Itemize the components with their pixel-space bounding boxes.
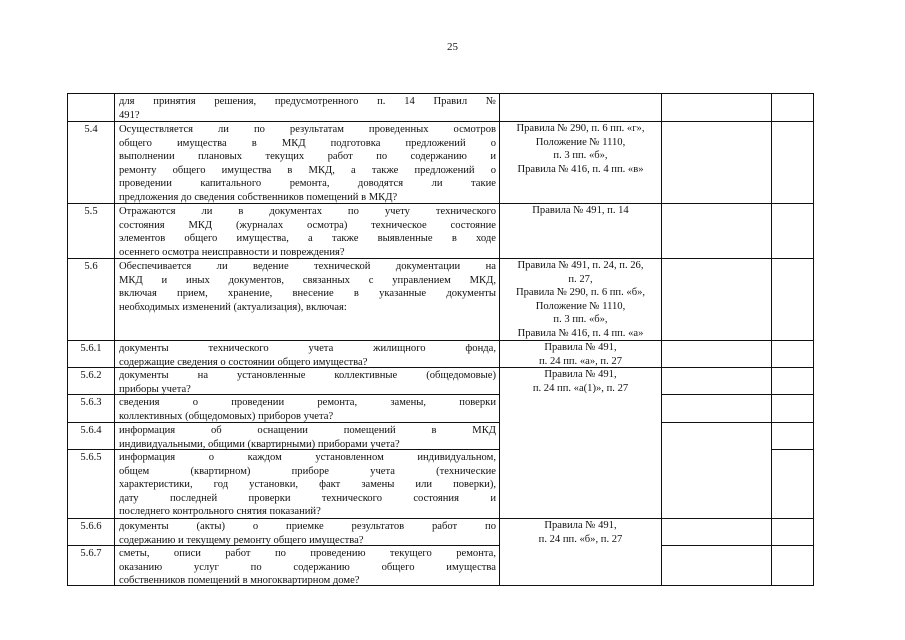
reference-line: Положение № 1110, bbox=[535, 300, 626, 312]
reference-line: п. 3 пп. «б», bbox=[553, 314, 608, 326]
table-row bbox=[67, 121, 814, 203]
answer-cell bbox=[661, 545, 771, 586]
note-cell bbox=[771, 93, 814, 121]
reference-line: Правила № 290, п. 6 пп. «б», bbox=[515, 287, 646, 299]
reference-line: Правила № 290, п. 6 пп. «г», bbox=[516, 123, 645, 134]
answer-cell bbox=[661, 203, 771, 258]
legal-reference bbox=[499, 367, 661, 394]
reference-line: п. 24 пп. «б», п. 27 bbox=[538, 533, 623, 545]
note-cell bbox=[771, 518, 814, 545]
legal-reference bbox=[499, 203, 661, 258]
question-line: документы технического учета жилищного фонда, bbox=[119, 343, 496, 354]
question-line: 491? bbox=[119, 109, 140, 121]
question-line: содержащие сведения о состоянии общего имущества? bbox=[119, 356, 368, 367]
note-cell bbox=[771, 367, 814, 394]
question-line: сведения о проведении ремонта, замены, поверки bbox=[119, 397, 496, 408]
reference-line: Положение № 1110, bbox=[535, 136, 626, 148]
question-line: собственников помещений в многоквартирном доме? bbox=[119, 575, 360, 586]
answer-cell bbox=[661, 93, 771, 121]
legal-reference bbox=[499, 258, 661, 340]
legal-reference bbox=[499, 518, 661, 545]
item-number: 5.6.2 bbox=[67, 367, 114, 394]
reference-line: п. 27, bbox=[568, 273, 593, 285]
question-line: МКД и иных документов, связанных с управлением МКД, bbox=[119, 274, 496, 286]
question-text bbox=[114, 394, 499, 422]
question-line: ремонту общего имущества в МКД, а также предложений о bbox=[119, 164, 496, 176]
reference-line: Правила № 491, bbox=[544, 369, 617, 380]
question-line: оказанию услуг по содержанию общего имущества bbox=[119, 561, 496, 573]
question-line: осеннего осмотра неисправности и повреждения? bbox=[119, 246, 345, 258]
legal-reference bbox=[499, 394, 661, 422]
note-cell bbox=[771, 422, 814, 449]
question-line: приборы учета? bbox=[119, 383, 191, 394]
answer-cell bbox=[661, 340, 771, 367]
question-line: проведении капитального ремонта, доводятся ли такие bbox=[119, 178, 496, 190]
table-row bbox=[67, 258, 814, 340]
legal-reference bbox=[499, 93, 661, 121]
question-line: последнего контрольного снятия показаний? bbox=[119, 506, 321, 518]
question-line: информация о каждом установленном индивидуальном, bbox=[119, 452, 496, 463]
note-cell bbox=[771, 394, 814, 422]
reference-line: Правила № 416, п. 4 пп. «в» bbox=[517, 163, 644, 175]
question-line: для принятия решения, предусмотренного п. 14 Правил № bbox=[119, 96, 496, 107]
question-line: состояния МКД (журналах осмотра) техническое состояние bbox=[119, 219, 496, 231]
legal-reference bbox=[499, 545, 661, 586]
question-line: элементов общего имущества, а также выявленные в ходе bbox=[119, 233, 496, 245]
table-row bbox=[67, 340, 814, 367]
reference-line: п. 24 пп. «а», п. 27 bbox=[539, 355, 622, 367]
reference-line: Правила № 416, п. 4 пп. «а» bbox=[517, 327, 644, 339]
reference-line: п. 24 пп. «а(1)», п. 27 bbox=[532, 382, 629, 394]
note-cell bbox=[771, 121, 814, 203]
item-number: 5.5 bbox=[67, 203, 114, 258]
question-line: выполнении плановых текущих работ по содержанию и bbox=[119, 151, 496, 163]
question-text bbox=[114, 121, 499, 203]
note-cell bbox=[771, 203, 814, 258]
table-row bbox=[67, 422, 814, 449]
question-line: общего имущества в МКД подготовка предложений о bbox=[119, 137, 496, 149]
table-row bbox=[67, 93, 814, 121]
reference-line: Правила № 491, п. 24, п. 26, bbox=[517, 260, 644, 271]
question-text bbox=[114, 422, 499, 449]
question-line: сметы, описи работ по проведению текущего ремонта, bbox=[119, 548, 496, 559]
question-text bbox=[114, 545, 499, 586]
answer-cell bbox=[661, 394, 771, 422]
reference-line: п. 3 пп. «б», bbox=[553, 150, 608, 162]
item-number: 5.6.6 bbox=[67, 518, 114, 545]
question-text bbox=[114, 367, 499, 394]
legal-reference bbox=[499, 121, 661, 203]
reference-line: Правила № 491, bbox=[544, 520, 617, 531]
table-row bbox=[67, 394, 814, 422]
question-line: документы на установленные коллективные (общедомовые) bbox=[119, 370, 496, 381]
question-line: Осуществляется ли по результатам проведенных осмотров bbox=[119, 124, 496, 135]
note-cell bbox=[771, 258, 814, 340]
table-row bbox=[67, 545, 814, 586]
legal-reference bbox=[499, 340, 661, 367]
answer-cell bbox=[661, 422, 771, 449]
item-number: 5.6.7 bbox=[67, 545, 114, 586]
table-row bbox=[67, 518, 814, 545]
item-number: 5.6.4 bbox=[67, 422, 114, 449]
question-line: документы (акты) о приемке результатов работ по bbox=[119, 521, 496, 532]
question-text bbox=[114, 258, 499, 340]
question-line: общем (квартирном) приборе учета (технические bbox=[119, 465, 496, 477]
legal-reference bbox=[499, 422, 661, 449]
question-line: дату последней проверки технического состояния и bbox=[119, 492, 496, 504]
checklist-table bbox=[67, 93, 814, 586]
table-row bbox=[67, 203, 814, 258]
item-number: 5.6.1 bbox=[67, 340, 114, 367]
question-line: информация об оснащении помещений в МКД bbox=[119, 425, 496, 436]
answer-cell bbox=[661, 258, 771, 340]
item-number: 5.6 bbox=[67, 258, 114, 340]
question-line: индивидуальными, общими (квартирными) приборами учета? bbox=[119, 438, 400, 449]
question-line: коллективных (общедомовых) приборов учета? bbox=[119, 410, 334, 422]
question-line: характеристики, год установки, факт замены или поверки), bbox=[119, 479, 496, 491]
answer-cell bbox=[661, 449, 771, 518]
question-line: содержанию и текущему ремонту общего имущества? bbox=[119, 534, 364, 545]
answer-cell bbox=[661, 367, 771, 394]
note-cell bbox=[771, 449, 814, 518]
question-line: Обеспечивается ли ведение технической документации на bbox=[119, 261, 496, 272]
reference-line: Правила № 491, п. 14 bbox=[532, 205, 629, 216]
page-number: 25 bbox=[447, 41, 458, 53]
question-line: включая прием, хранение, внесение в указанные документы bbox=[119, 288, 496, 300]
question-text bbox=[114, 93, 499, 121]
note-cell bbox=[771, 545, 814, 586]
question-text bbox=[114, 203, 499, 258]
question-text bbox=[114, 340, 499, 367]
item-number: 5.6.5 bbox=[67, 449, 114, 518]
question-line: предложения до сведения собственников помещений в МКД? bbox=[119, 191, 398, 203]
question-text bbox=[114, 449, 499, 518]
item-number: 5.6.3 bbox=[67, 394, 114, 422]
answer-cell bbox=[661, 121, 771, 203]
reference-line: Правила № 491, bbox=[544, 342, 617, 353]
item-number bbox=[67, 93, 114, 121]
table-row bbox=[67, 367, 814, 394]
question-line: Отражаются ли в документах по учету технического bbox=[119, 206, 496, 217]
table-row bbox=[67, 449, 814, 518]
question-text bbox=[114, 518, 499, 545]
item-number: 5.4 bbox=[67, 121, 114, 203]
answer-cell bbox=[661, 518, 771, 545]
legal-reference bbox=[499, 449, 661, 518]
question-line: необходимых изменений (актуализация), включая: bbox=[119, 301, 347, 313]
note-cell bbox=[771, 340, 814, 367]
